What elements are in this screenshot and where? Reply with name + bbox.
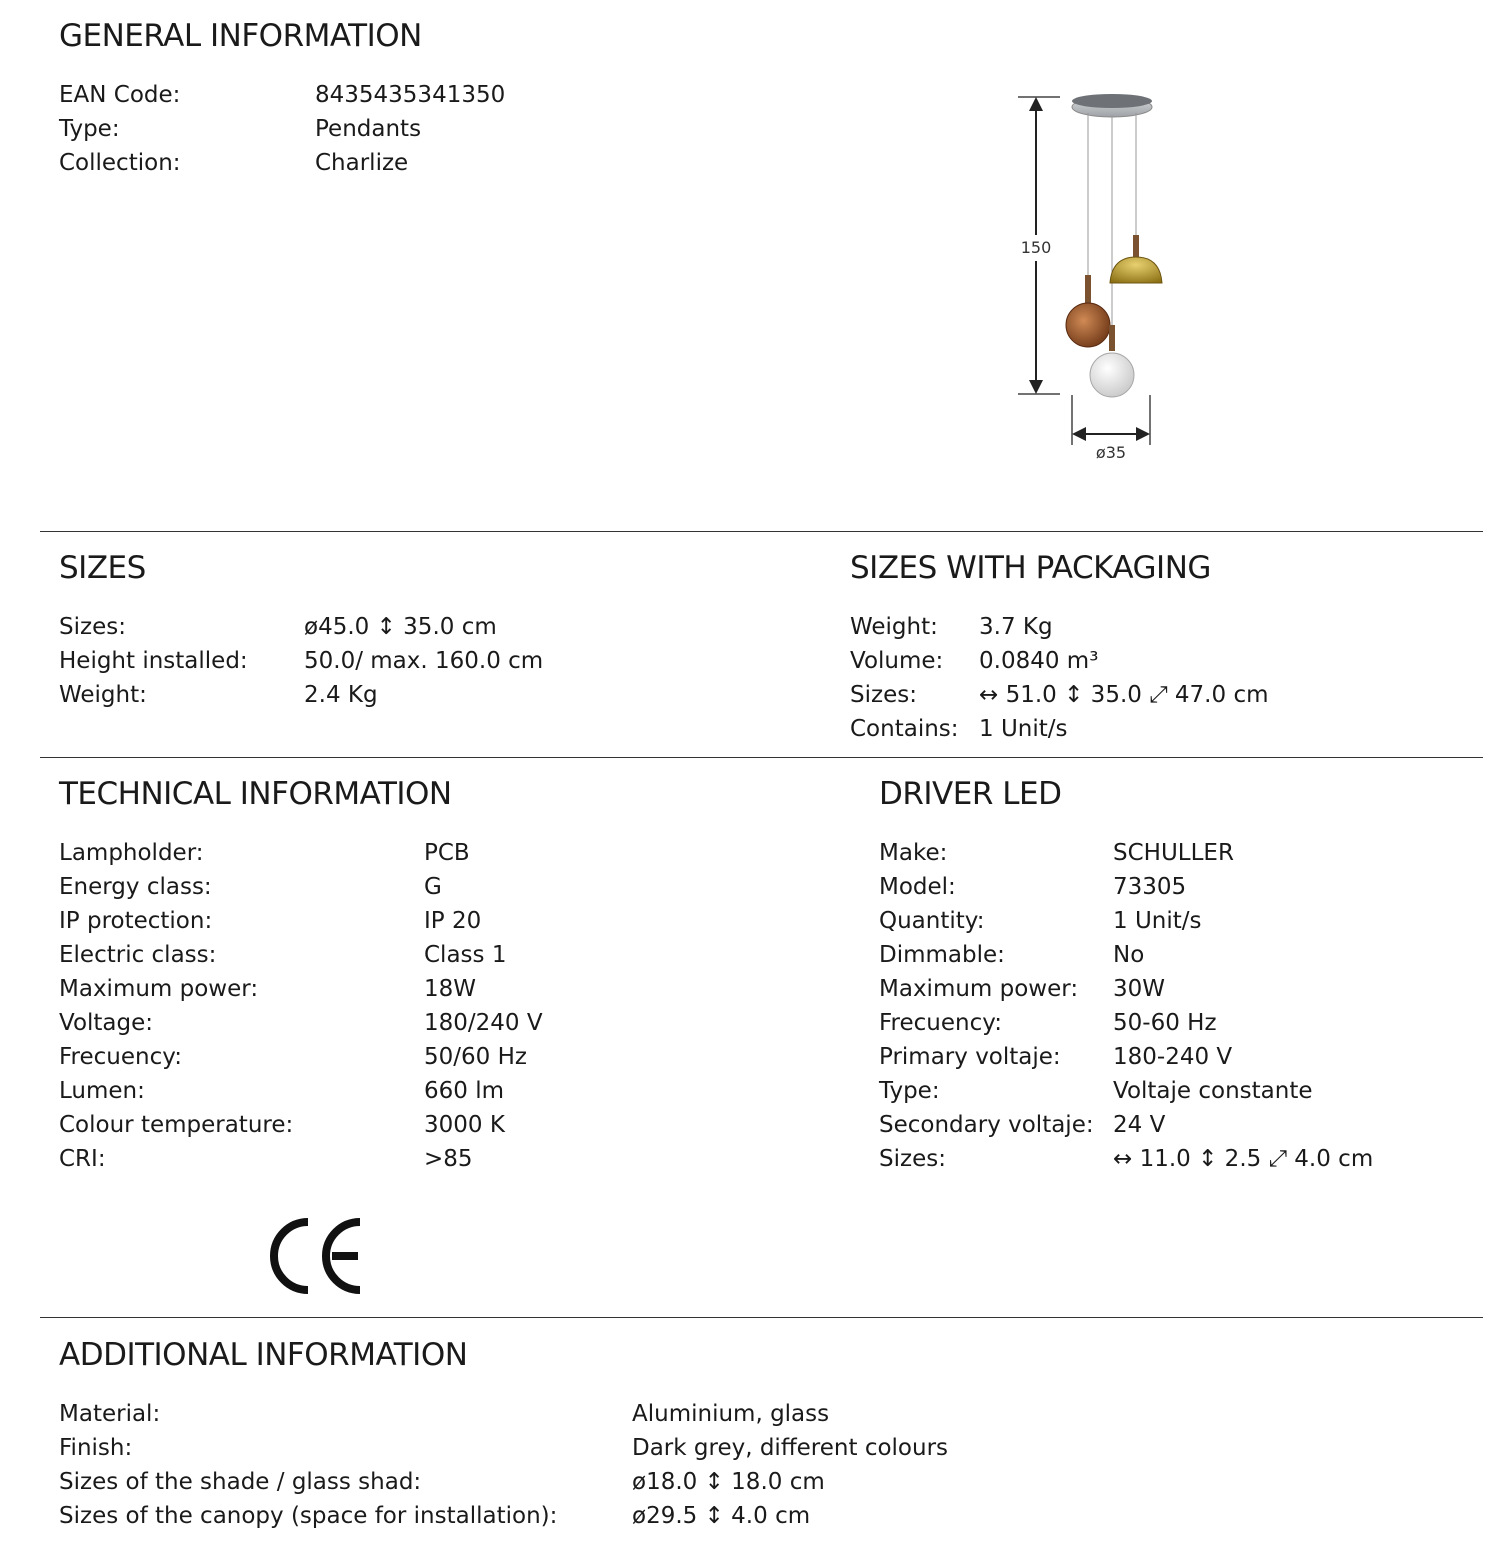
- section-divider: [40, 531, 1483, 532]
- diameter-dimension-line: [1072, 395, 1150, 445]
- spec-label: Make:: [879, 840, 948, 866]
- spec-label: Colour temperature:: [59, 1112, 294, 1138]
- spec-value: 18W: [424, 976, 477, 1002]
- spec-label: Maximum power:: [59, 976, 259, 1002]
- spec-value: No: [1113, 942, 1145, 968]
- ce-mark-icon: [266, 1216, 366, 1296]
- spec-value: Dark grey, different colours: [632, 1435, 949, 1461]
- spec-label: Quantity:: [879, 908, 985, 934]
- sizes-title: SIZES: [59, 550, 146, 586]
- technical-information-title: TECHNICAL INFORMATION: [59, 776, 452, 812]
- spec-value: 0.0840 m³: [979, 648, 1099, 674]
- spec-value: ø45.0 ↕ 35.0 cm: [304, 614, 497, 640]
- spec-label: Secondary voltaje:: [879, 1112, 1094, 1138]
- driver-led-title: DRIVER LED: [879, 776, 1062, 812]
- spec-label: Type:: [59, 116, 120, 142]
- sizes-with-packaging-title: SIZES WITH PACKAGING: [850, 550, 1211, 586]
- gold-shade: [1110, 235, 1162, 283]
- section-divider: [40, 1317, 1483, 1318]
- spec-label: Sizes:: [59, 614, 126, 640]
- spec-label: Height installed:: [59, 648, 248, 674]
- spec-value: 660 lm: [424, 1078, 505, 1104]
- spec-label: Weight:: [59, 682, 147, 708]
- spec-value: PCB: [424, 840, 470, 866]
- spec-label: Volume:: [850, 648, 944, 674]
- spec-label: Frecuency:: [879, 1010, 1002, 1036]
- section-divider: [40, 757, 1483, 758]
- spec-label: Contains:: [850, 716, 959, 742]
- spec-label: Collection:: [59, 150, 181, 176]
- spec-value: Aluminium, glass: [632, 1401, 830, 1427]
- spec-label: Lampholder:: [59, 840, 204, 866]
- spec-value: Class 1: [424, 942, 507, 968]
- spec-label: Material:: [59, 1401, 161, 1427]
- spec-label: Sizes of the shade / glass shad:: [59, 1469, 422, 1495]
- spec-label: Energy class:: [59, 874, 212, 900]
- spec-label: Sizes:: [879, 1146, 946, 1172]
- spec-value: 2.4 Kg: [304, 682, 378, 708]
- spec-label: EAN Code:: [59, 82, 181, 108]
- spec-label: Finish:: [59, 1435, 133, 1461]
- spec-value: 24 V: [1113, 1112, 1166, 1138]
- spec-label: Model:: [879, 874, 956, 900]
- spec-value: G: [424, 874, 442, 900]
- spec-label: Lumen:: [59, 1078, 145, 1104]
- spec-label: IP protection:: [59, 908, 213, 934]
- spec-label: Sizes:: [850, 682, 917, 708]
- spec-value: 1 Unit/s: [979, 716, 1068, 742]
- spec-label: Dimmable:: [879, 942, 1005, 968]
- spec-label: Maximum power:: [879, 976, 1079, 1002]
- spec-value: Charlize: [315, 150, 409, 176]
- spec-value: 50/60 Hz: [424, 1044, 527, 1070]
- additional-information-title: ADDITIONAL INFORMATION: [59, 1337, 468, 1373]
- spec-value: Voltaje constante: [1113, 1078, 1313, 1104]
- spec-value: SCHULLER: [1113, 840, 1234, 866]
- spec-label: Weight:: [850, 614, 938, 640]
- diameter-dimension-label: ø35: [1095, 443, 1127, 462]
- spec-value: 30W: [1113, 976, 1166, 1002]
- spec-value: 180-240 V: [1113, 1044, 1233, 1070]
- spec-label: CRI:: [59, 1146, 106, 1172]
- spec-value: ø18.0 ↕ 18.0 cm: [632, 1469, 825, 1495]
- spec-label: Primary voltaje:: [879, 1044, 1061, 1070]
- spec-value: ↔ 11.0 ↕ 2.5 ⤢ 4.0 cm: [1113, 1146, 1374, 1172]
- spec-label: Frecuency:: [59, 1044, 182, 1070]
- spec-value: 73305: [1113, 874, 1187, 900]
- product-dimension-drawing: [1000, 85, 1190, 475]
- spec-value: 180/240 V: [424, 1010, 543, 1036]
- general-information-title: GENERAL INFORMATION: [59, 18, 422, 54]
- spec-value: ↔ 51.0 ↕ 35.0 ⤢ 47.0 cm: [979, 682, 1269, 708]
- spec-value: 50-60 Hz: [1113, 1010, 1217, 1036]
- spec-value: >85: [424, 1146, 473, 1172]
- spec-label: Voltage:: [59, 1010, 154, 1036]
- height-dimension-label: 150: [1020, 238, 1052, 257]
- spec-value: IP 20: [424, 908, 482, 934]
- spec-value: 8435435341350: [315, 82, 506, 108]
- spec-label: Electric class:: [59, 942, 217, 968]
- spec-value: 3.7 Kg: [979, 614, 1053, 640]
- spec-label: Type:: [879, 1078, 940, 1104]
- spec-value: 1 Unit/s: [1113, 908, 1202, 934]
- spec-label: Sizes of the canopy (space for installation):: [59, 1503, 558, 1529]
- spec-value: 3000 K: [424, 1112, 505, 1138]
- spec-value: ø29.5 ↕ 4.0 cm: [632, 1503, 811, 1529]
- spec-value: 50.0/ max. 160.0 cm: [304, 648, 544, 674]
- spec-value: Pendants: [315, 116, 422, 142]
- amber-shade: [1066, 275, 1110, 347]
